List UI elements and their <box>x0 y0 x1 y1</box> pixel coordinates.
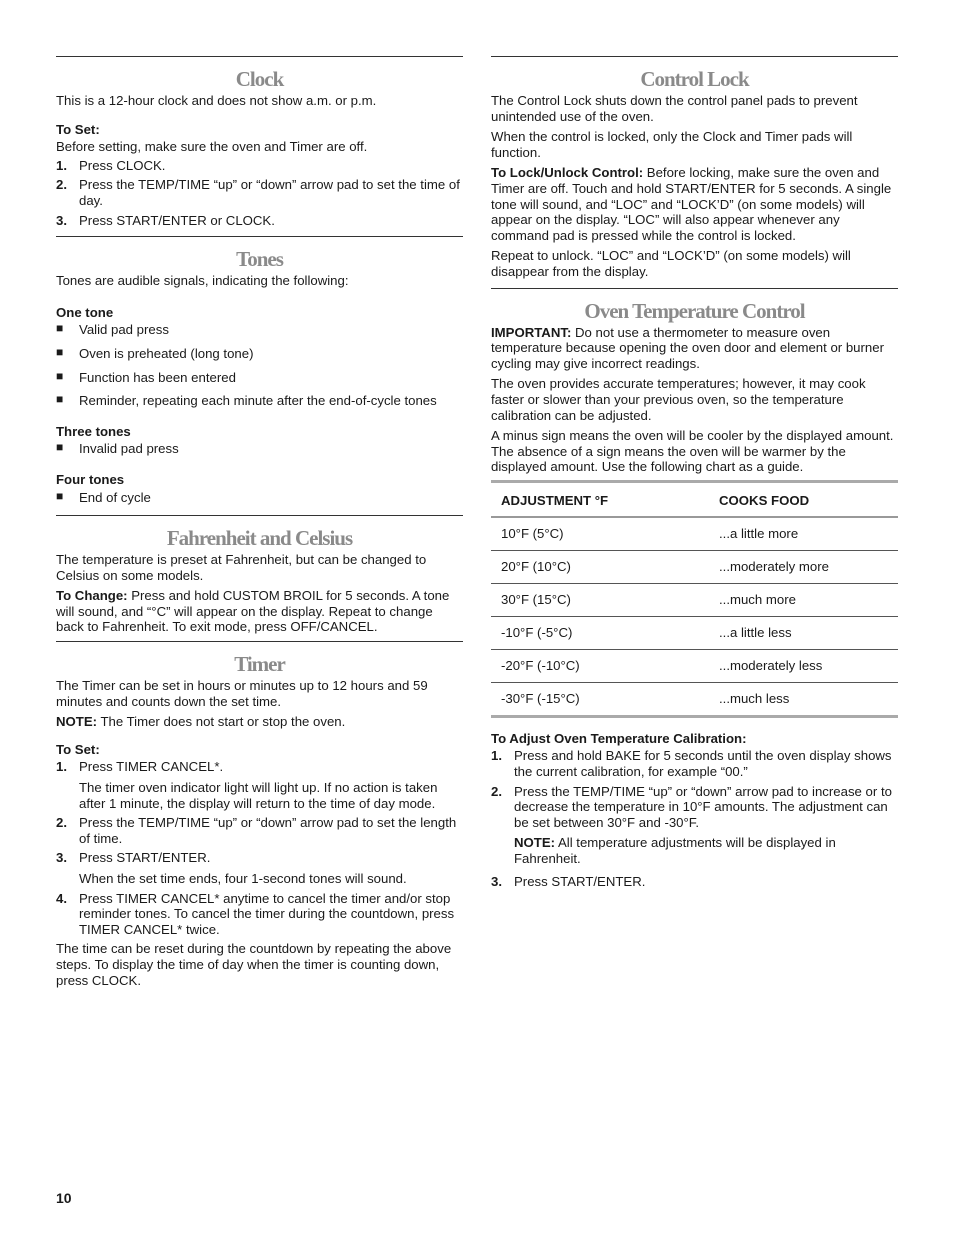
table-cell: ...moderately more <box>709 550 898 583</box>
section-divider <box>491 56 898 57</box>
four-tones-list <box>56 490 463 506</box>
table-cell: -30°F (-15°C) <box>491 682 709 716</box>
clock-steps <box>56 158 463 228</box>
list-item: 4. Press TIMER CANCEL* anytime to cancel the timer and/or stop reminder tones. To cancel the timer during the countdown, press TIMER CANCEL* twice. <box>56 890 455 937</box>
table-row <box>491 583 898 616</box>
clock-heading: Clock <box>235 67 284 91</box>
control-lock-heading: Control Lock <box>640 67 749 91</box>
table-header-row <box>491 485 898 517</box>
timer-outro: The time can be reset during the countdown by repeating the above steps. To display the time of day when the timer is counting down, press CLOCK. <box>56 941 452 988</box>
list-item: ■ Reminder, repeating each minute after the end-of-cycle tones <box>56 392 437 409</box>
square-bullet-icon: ■ <box>56 440 64 455</box>
fahrenheit-intro: The temperature is preset at Fahrenheit, but can be changed to Celsius on some models. <box>56 552 427 583</box>
control-lock-instructions: To Lock/Unlock Control: Before locking, make sure the oven and Timer are off. Touch and hold START/ENTER for 5 seconds. A single tone will sound, and “LOC” and “LOCK’D” (on some models) will appear on the display. “LOC” will also appear whenever any command pad is pressed while the control is locked. <box>491 165 892 243</box>
fahrenheit-change: To Change: Press and hold CUSTOM BROIL for 5 seconds. A tone will sound, and “°C” will appear on the display. Repeat to change back to Fahrenheit. To exit mode, press OFF/CANCEL. <box>56 588 450 635</box>
list-item: ■ Invalid pad press <box>56 440 179 457</box>
control-lock-p2: When the control is locked, only the Clock and Timer pads will function. <box>491 129 853 160</box>
list-item: 3. Press START/ENTER or CLOCK. <box>56 212 275 228</box>
table-cell: ...a little less <box>709 616 898 649</box>
table-cell: ...a little more <box>709 517 898 551</box>
calibration-steps <box>491 748 898 889</box>
table-row <box>491 682 898 716</box>
one-tone-list <box>56 322 463 408</box>
table-cell: ...moderately less <box>709 649 898 682</box>
timer-to-set-label: To Set: <box>56 741 100 757</box>
clock-to-set-label: To Set: <box>56 121 100 137</box>
table-header-cell: COOKS FOOD <box>709 485 898 517</box>
adjust-calibration-label: To Adjust Oven Temperature Calibration: <box>491 730 747 746</box>
calibration-note: NOTE: All temperature adjustments will be displayed in Fahrenheit. <box>514 835 836 867</box>
table-cell: -10°F (-5°C) <box>491 616 709 649</box>
list-item: ■ End of cycle <box>56 488 151 505</box>
oven-temp-p2: The oven provides accurate temperatures; however, it may cook faster or slower than your previous oven, so the temperature calibration can be adjusted. <box>491 376 866 423</box>
oven-temp-heading: Oven Temperature Control <box>584 298 805 323</box>
table-row <box>491 517 898 551</box>
table-header-cell: ADJUSTMENT °F <box>491 485 709 517</box>
list-item: 2. Press the TEMP/TIME “up” or “down” arrow pad to increase or to decrease the temperature in 10°F amounts. The adjustment can be set between 30°F and -30°F. NOTE: All temperature adjustments will be displayed in Fahrenheit. <box>491 784 898 867</box>
table-cell: -20°F (-10°C) <box>491 649 709 682</box>
oven-temp-section <box>491 299 898 890</box>
oven-temp-p3: A minus sign means the oven will be cooler by the displayed amount. The absence of a sign means the oven will be warmer by the displayed amount. Use the following chart as a guide. <box>491 428 894 475</box>
list-item: 1. Press TIMER CANCEL*. The timer oven indicator light will light up. If no action is taken after 1 minute, the display will return to the time of day mode. <box>56 759 438 811</box>
list-item: ■ Oven is preheated (long tone) <box>56 344 254 361</box>
section-divider <box>56 641 463 642</box>
section-divider <box>491 288 898 289</box>
adjustment-table <box>491 485 898 718</box>
control-lock-p4: Repeat to unlock. “LOC” and “LOCK’D” (on some models) will disappear from the display. <box>491 248 851 279</box>
timer-note: NOTE: The Timer does not start or stop the oven. <box>56 714 346 730</box>
clock-section <box>56 67 463 228</box>
clock-intro: This is a 12-hour clock and does not show a.m. or p.m. <box>56 93 377 108</box>
section-divider <box>56 515 463 516</box>
tones-intro: Tones are audible signals, indicating the following: <box>56 273 349 289</box>
list-item: ■ Valid pad press <box>56 321 169 338</box>
timer-heading: Timer <box>234 652 285 677</box>
list-item: 2. Press the TEMP/TIME “up” or “down” arrow pad to set the time of day. <box>56 177 460 208</box>
table-cell: 10°F (5°C) <box>491 517 709 551</box>
list-item: 3. Press START/ENTER. When the set time ends, four 1-second tones will sound. <box>56 850 407 886</box>
three-tones-list <box>56 441 463 457</box>
timer-steps <box>56 759 463 937</box>
fahrenheit-section <box>56 526 463 635</box>
table-cell: 20°F (10°C) <box>491 550 709 583</box>
square-bullet-icon: ■ <box>56 392 64 407</box>
table-row <box>491 616 898 649</box>
one-tone-label: One tone <box>56 304 114 320</box>
table-row <box>491 649 898 682</box>
right-column <box>491 56 898 893</box>
section-divider <box>56 56 463 57</box>
square-bullet-icon: ■ <box>56 321 64 336</box>
table-cell: ...much more <box>709 583 898 616</box>
square-bullet-icon: ■ <box>56 488 64 503</box>
table-row <box>491 550 898 583</box>
tones-section <box>56 247 463 505</box>
list-item: 1. Press and hold BAKE for 5 seconds until the oven display shows the current calibration, for example “00.” <box>491 748 892 780</box>
control-lock-section <box>491 67 898 280</box>
left-column <box>56 56 463 993</box>
four-tones-label: Four tones <box>56 471 125 487</box>
three-tones-label: Three tones <box>56 423 131 439</box>
page-number: 10 <box>56 1190 72 1206</box>
table-cell: 30°F (15°C) <box>491 583 709 616</box>
clock-before: Before setting, make sure the oven and Timer are off. <box>56 139 368 155</box>
tones-heading: Tones <box>236 247 283 272</box>
oven-temp-important: IMPORTANT: Do not use a thermometer to measure oven temperature because opening the oven door and element or burner cycling may give incorrect readings. <box>491 324 884 371</box>
list-item: 3. Press START/ENTER. <box>491 873 646 889</box>
timer-section <box>56 652 463 988</box>
list-item: 1. Press CLOCK. <box>56 157 166 173</box>
section-divider <box>56 236 463 237</box>
square-bullet-icon: ■ <box>56 344 64 359</box>
table-top-rule <box>491 480 898 483</box>
timer-intro: The Timer can be set in hours or minutes up to 12 hours and 59 minutes and counts down the set time. <box>56 678 428 709</box>
list-item: 2. Press the TEMP/TIME “up” or “down” arrow pad to set the length of time. <box>56 815 457 846</box>
list-item: ■ Function has been entered <box>56 368 236 385</box>
control-lock-p1: The Control Lock shuts down the control panel pads to prevent unintended use of the oven. <box>491 93 858 124</box>
square-bullet-icon: ■ <box>56 368 64 383</box>
table-cell: ...much less <box>709 682 898 716</box>
fahrenheit-heading: Fahrenheit and Celsius <box>166 526 353 551</box>
